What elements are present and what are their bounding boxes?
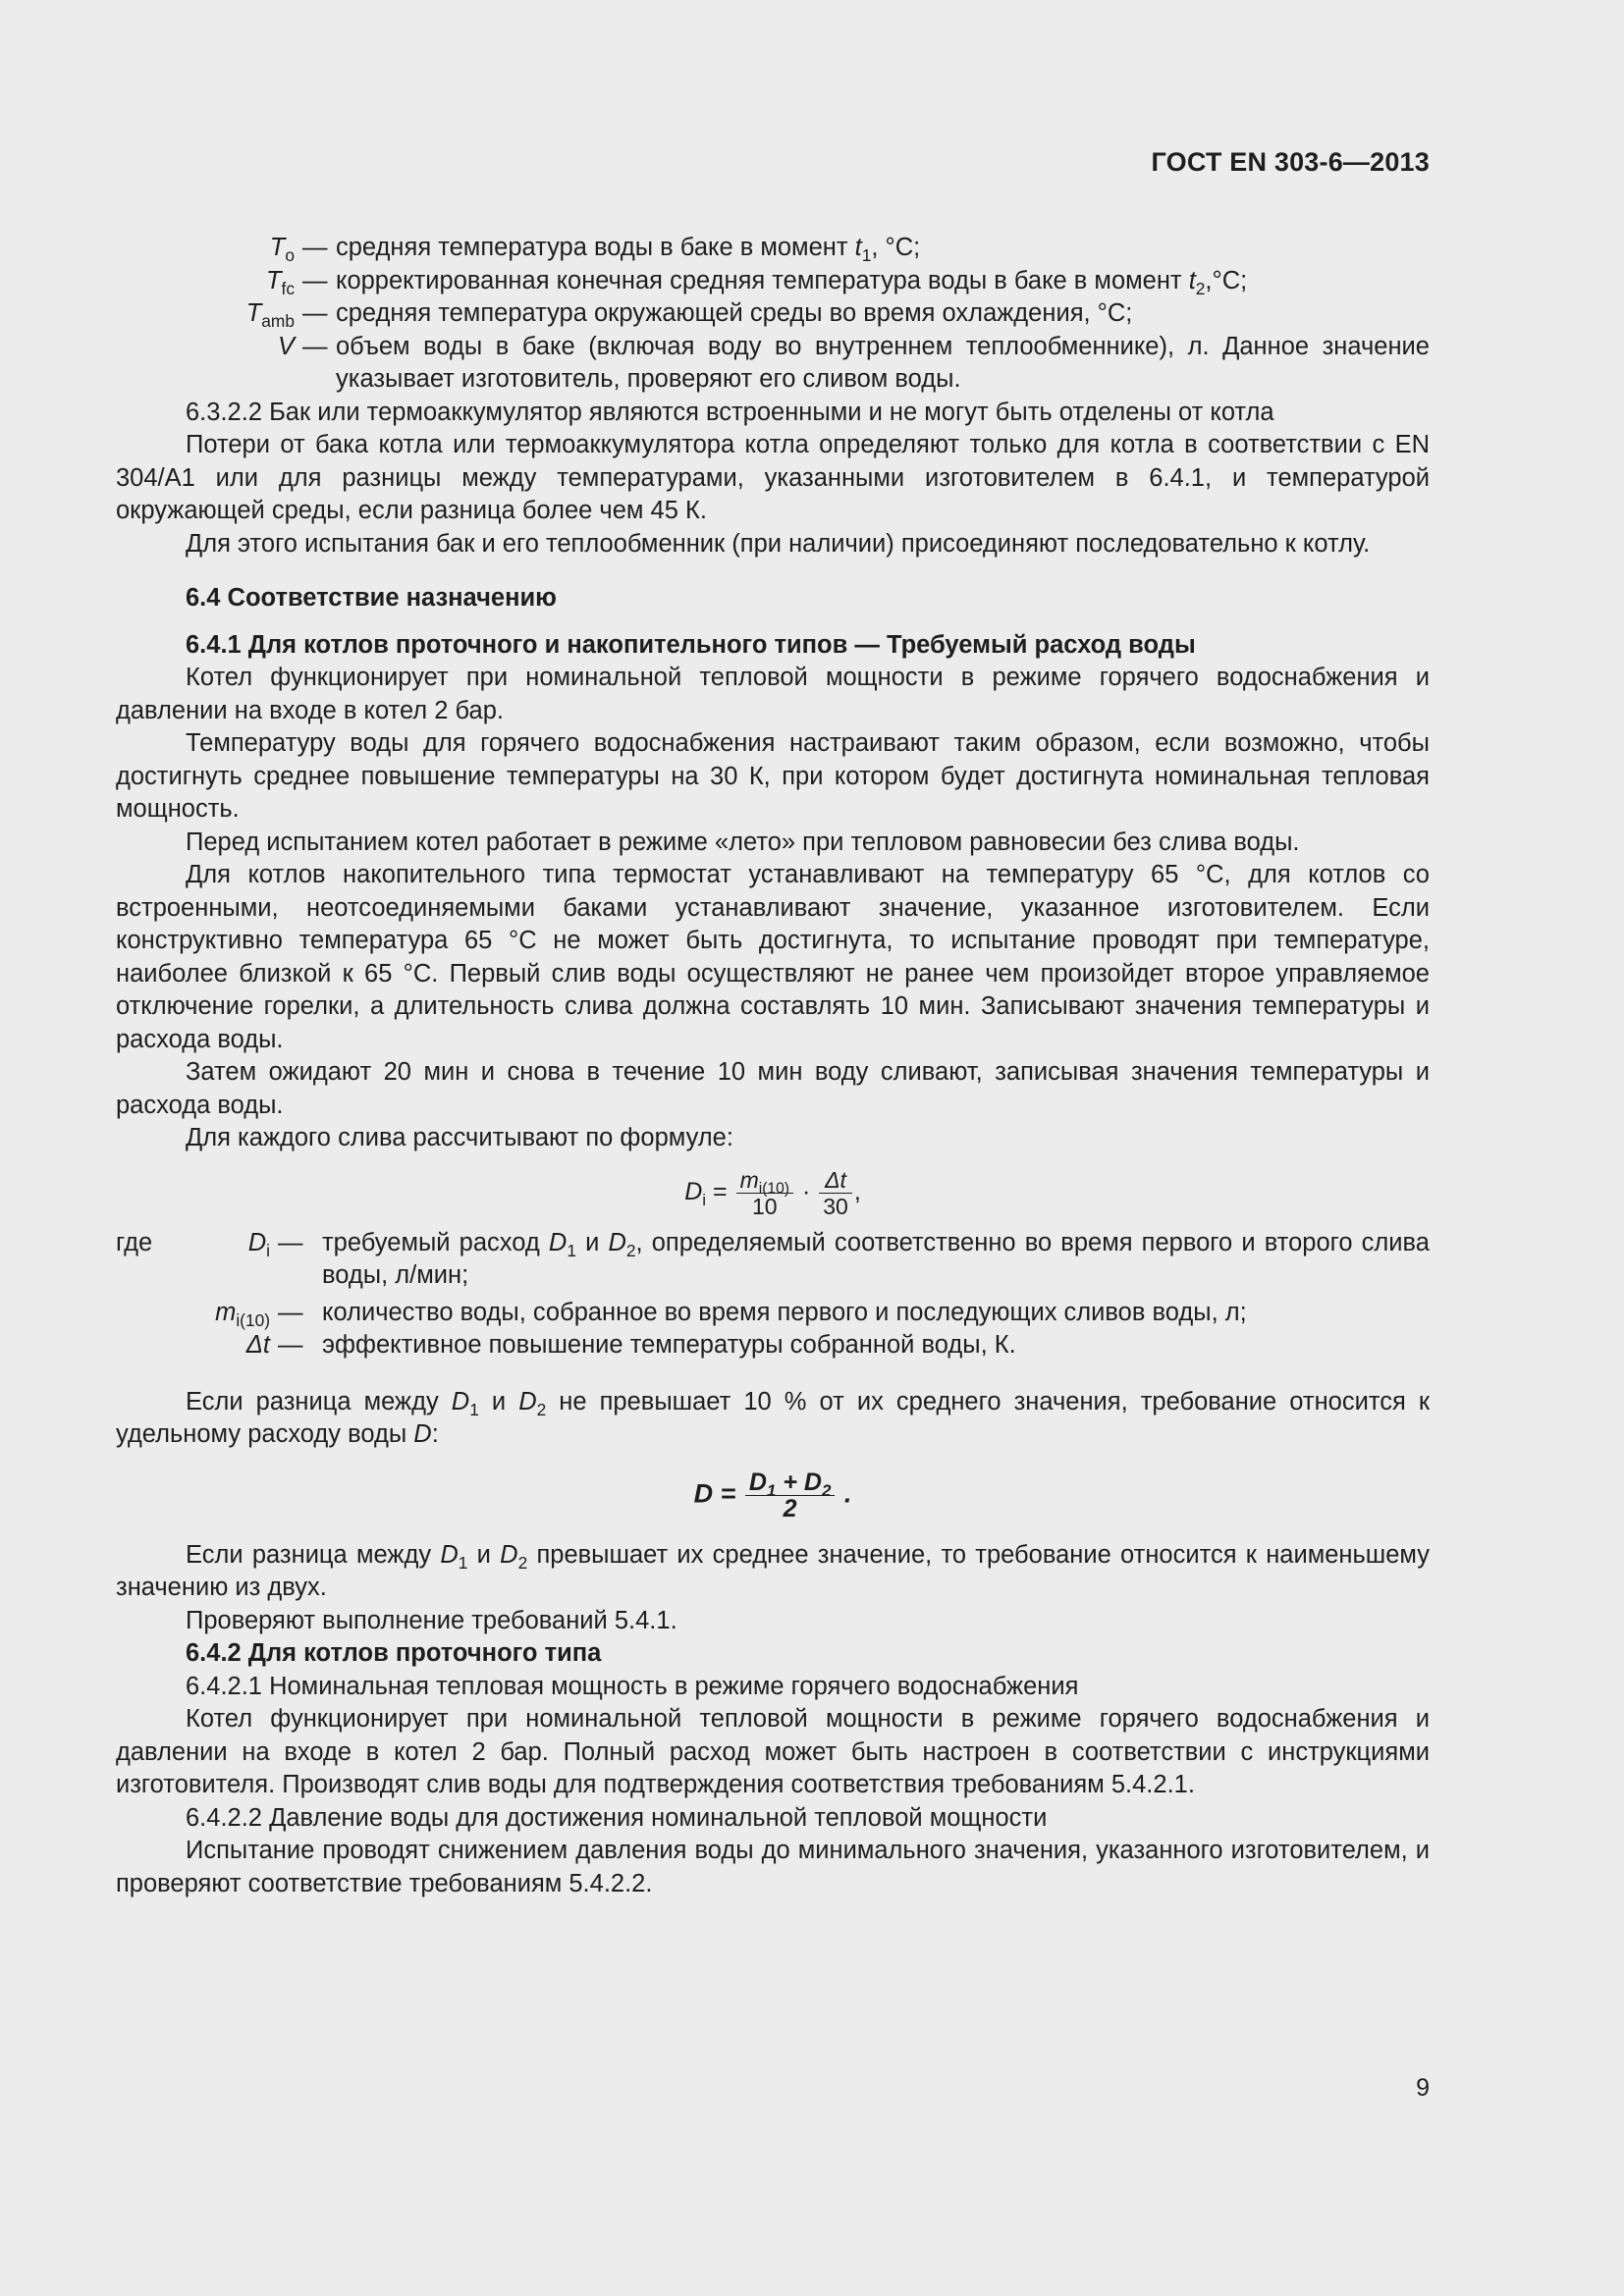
symbol: $T_{amb}$ xyxy=(245,299,295,332)
definitions-top xyxy=(116,232,1430,397)
paragraph: Потери от бака котла или термоаккумулятора котла определяют только для котла в соответствии с EN 304/A1 или для разницы между температурами, указанными изготовителем в 6.4.1, и температурой окружающей среды, если разница более чем 45 К. xyxy=(116,431,1430,524)
definitions-formula xyxy=(116,1227,1430,1362)
page-content xyxy=(116,232,1430,1900)
dash: — xyxy=(278,1228,303,1256)
paragraph: Для этого испытания бак и его теплообменник (при наличии) присоединяют последовательно к котлу. xyxy=(186,529,1371,558)
paragraph: 6.4.2.1 Номинальная тепловая мощность в режиме горячего водоснабжения xyxy=(186,1672,1079,1700)
dash: — xyxy=(302,234,328,261)
symbol: Δt xyxy=(245,1331,270,1359)
paragraph: Котел функционирует при номинальной тепловой мощности в режиме горячего водоснабжения и давлении на входе в котел 2 бар. Полный расход может быть настроен в соответствии с инструкциями изготовителя. Производят слив воды для подтверждения соответствия требованиям 5.4.2.1. xyxy=(116,1705,1430,1798)
definition-text: средняя температура воды в баке в момент $t_1$, °C; xyxy=(336,234,921,266)
symbol: $T_o$ xyxy=(269,234,295,266)
paragraph: Для каждого слива рассчитывают по формуле: xyxy=(186,1124,733,1151)
paragraph: Если разница между $D_1$ и $D_2$ не превышает 10 % от их среднего значения, требование относится к удельному расходу воды D: xyxy=(116,1387,1430,1448)
paragraph: Котел функционирует при номинальной тепловой мощности в режиме горячего водоснабжения и давлении на входе в котел 2 бар. xyxy=(116,664,1430,724)
definition-item xyxy=(116,1297,1430,1330)
paragraph: Для котлов накопительного типа термостат устанавливают на температуру 65 °C, для котлов со встроенными, неотсоединяемыми баками устанавливают значение, указанное изготовителем. Если конструктивно температура 65 °C не может быть достигнута, то испытание проводят при температуре, наиболее близкой к 65 °C. Первый слив воды осуществляют не ранее чем произойдет второе управляемое отключение горелки, а длительность слива должна составлять 10 мин. Записывают значения температуры и расхода воды. xyxy=(116,861,1430,1053)
subsection-heading: 6.4.1 Для котлов проточного и накопительного типов — Требуемый расход воды xyxy=(186,630,1196,659)
definition-item xyxy=(116,232,1430,265)
symbol: $T_{fc}$ xyxy=(265,266,295,298)
standard-header: ГОСТ EN 303-6—2013 xyxy=(1151,147,1430,177)
symbol: $D_i$ xyxy=(247,1228,270,1260)
definition-text: средняя температура окружающей среды во время охлаждения, °C; xyxy=(336,299,1133,327)
paragraph: Перед испытанием котел работает в режиме «лето» при тепловом равновесии без слива воды. xyxy=(186,828,1300,856)
symbol: V xyxy=(277,332,295,360)
dash: — xyxy=(302,299,328,327)
paragraph: Затем ожидают 20 мин и снова в течение 10 мин воду сливают, записывая значения температуры и расхода воды. xyxy=(116,1058,1430,1119)
definition-item xyxy=(116,331,1430,397)
definition-text: объем воды в баке (включая воду во внутреннем теплообменнике), л. Данное значение указывает изготовитель, проверяют его сливом воды. xyxy=(336,332,1430,393)
formula-di: $D_i$ = $\frac{m_{i(10)}}{10}$ · $\frac{\Delta t}{30}$ , xyxy=(684,1166,861,1219)
definition-text: количество воды, собранное во время первого и последующих сливов воды, л; xyxy=(322,1298,1247,1326)
definition-text: требуемый расход $D_1$ и $D_2$, определяемый соответственно во время первого и второго слива воды, л/мин; xyxy=(322,1228,1430,1289)
definition-item xyxy=(116,297,1430,331)
page-number: 9 xyxy=(1416,2074,1430,2102)
definition-item xyxy=(116,1329,1430,1362)
paragraph: 6.4.2.2 Давление воды для достижения номинальной тепловой мощности xyxy=(186,1803,1048,1832)
paragraph: Температуру воды для горячего водоснабжения настраивают таким образом, если возможно, чтобы достигнуть среднее повышение температуры на 30 К, при котором будет достигнута номинальная тепловая мощность. xyxy=(116,729,1430,823)
definition-item: где $D_i$ — требуемый расход $D_1$ и $D_2$, определяемый соответственно во время первого и второго слива воды, л/мин; xyxy=(116,1227,1430,1293)
dash: — xyxy=(278,1331,303,1359)
section-heading: 6.4 Соответствие назначению xyxy=(186,584,557,612)
paragraph: Проверяют выполнение требований 5.4.1. xyxy=(186,1606,677,1634)
paragraph: 6.3.2.2 Бак или термоаккумулятор являются встроенными и не могут быть отделены от котла xyxy=(186,398,1274,426)
dash: — xyxy=(278,1298,303,1326)
paragraph: Испытание проводят снижением давления воды до минимального значения, указанного изготовителем, и проверяют соответствие требованиям 5.4.2.2. xyxy=(116,1837,1430,1897)
symbol: $m_{i(10)}$ xyxy=(215,1298,270,1330)
definition-text: корректированная конечная средняя температура воды в баке в момент $t_2,^\circ C$; xyxy=(336,266,1248,298)
definition-item xyxy=(116,265,1430,298)
dash: — xyxy=(302,332,328,360)
dash: — xyxy=(302,266,328,294)
formula-d: D = $\frac{D_1 + D_2}{2}$ . xyxy=(693,1468,852,1522)
paragraph: Если разница между $D_1$ и $D_2$ превышает их среднее значение, то требование относится к наименьшему значению из двух. xyxy=(116,1540,1430,1601)
subsection-heading: 6.4.2 Для котлов проточного типа xyxy=(186,1639,602,1667)
definition-text: эффективное повышение температуры собранной воды, К. xyxy=(322,1331,1016,1359)
